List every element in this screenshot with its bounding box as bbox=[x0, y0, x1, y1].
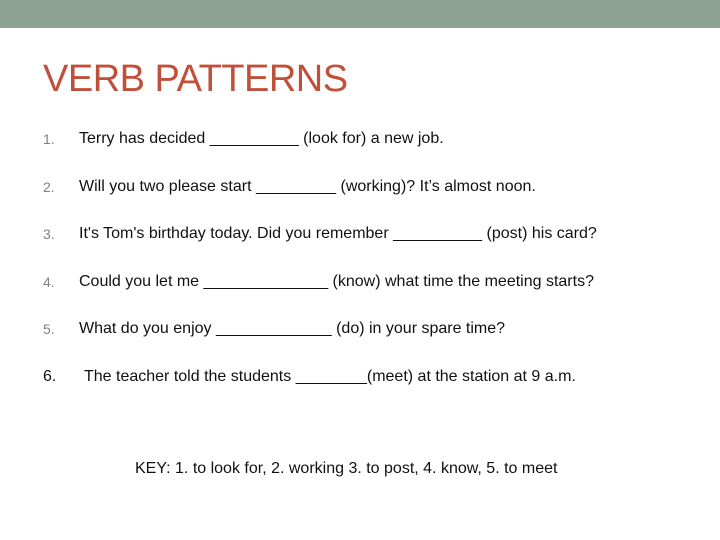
item-sentence: It's Tom's birthday today. Did you remember __________ (post) his card? bbox=[79, 225, 597, 242]
item-number: 4. bbox=[43, 274, 55, 290]
exercise-item-6 bbox=[0, 365, 720, 389]
item-number: 1. bbox=[43, 131, 55, 147]
answer-key bbox=[0, 457, 720, 481]
exercise-item-4 bbox=[0, 270, 720, 294]
exercise-item-2 bbox=[0, 175, 720, 199]
item-sentence: The teacher told the students ________(meet) at the station at 9 a.m. bbox=[84, 368, 576, 385]
exercise-item-1 bbox=[0, 127, 720, 151]
item-sentence: Will you two please start _________ (working)? It’s almost noon. bbox=[79, 178, 536, 195]
item-sentence: What do you enjoy _____________ (do) in your spare time? bbox=[79, 320, 506, 337]
slide-title: VERB PATTERNS bbox=[43, 58, 348, 100]
item-number: 2. bbox=[43, 179, 55, 195]
item-sentence: Could you let me ______________ (know) what time the meeting starts? bbox=[79, 273, 594, 290]
exercise-item-3 bbox=[0, 222, 720, 246]
item-number: 3. bbox=[43, 226, 55, 242]
item-sentence: Terry has decided __________ (look for) a new job. bbox=[79, 130, 444, 147]
answer-key-text: KEY: 1. to look for, 2. working 3. to post, 4. know, 5. to meet bbox=[135, 460, 558, 477]
item-number: 5. bbox=[43, 321, 55, 337]
top-bar bbox=[0, 0, 720, 28]
exercise-item-5 bbox=[0, 317, 720, 341]
item-number: 6. bbox=[43, 368, 57, 385]
